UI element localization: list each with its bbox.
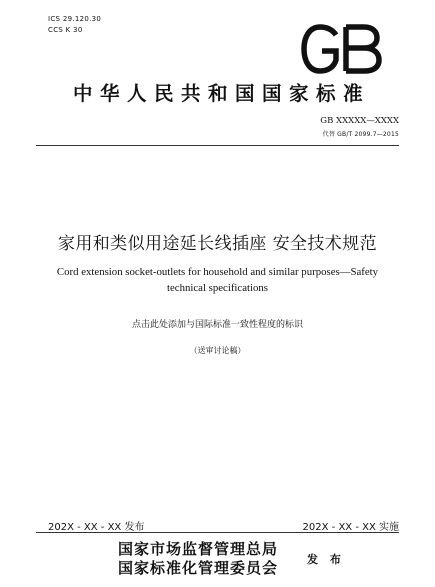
header-divider [36,145,399,146]
classification-codes [48,14,101,36]
gb-logo [300,24,382,74]
gb-logo-text: GB [341,54,343,55]
issuer-samr: 国家市场监督管理总局 [118,540,279,558]
replaces-standard: 代替 GB/T 2099.7—2015 [322,131,399,138]
draft-status: （送审讨论稿） [189,346,246,355]
standard-number: GB XXXXX—XXXX [320,116,399,126]
national-standard-title: 中华人民共和国国家标准 [72,82,370,105]
consistency-note[interactable]: 点击此处添加与国际标准一致性程度的标识 [131,320,303,330]
issuer-sac: 国家标准化管理委员会 [118,559,279,577]
ics-code: ICS 29.120.30 [48,15,102,23]
publish-date: 202X - XX - XX 发布 [48,522,145,533]
ccs-code: CCS K 30 [48,26,83,34]
issuing-authorities [118,540,278,578]
document-title-cn: 家用和类似用途延长线插座 安全技术规范 [57,234,377,254]
document-title-en: Cord extension socket-outlets for household and similar purposes—Safety technical specifications [56,266,379,294]
footer-divider [36,532,399,533]
issue-label: 发 布 [307,553,345,566]
implement-date: 202X - XX - XX 实施 [302,522,399,533]
